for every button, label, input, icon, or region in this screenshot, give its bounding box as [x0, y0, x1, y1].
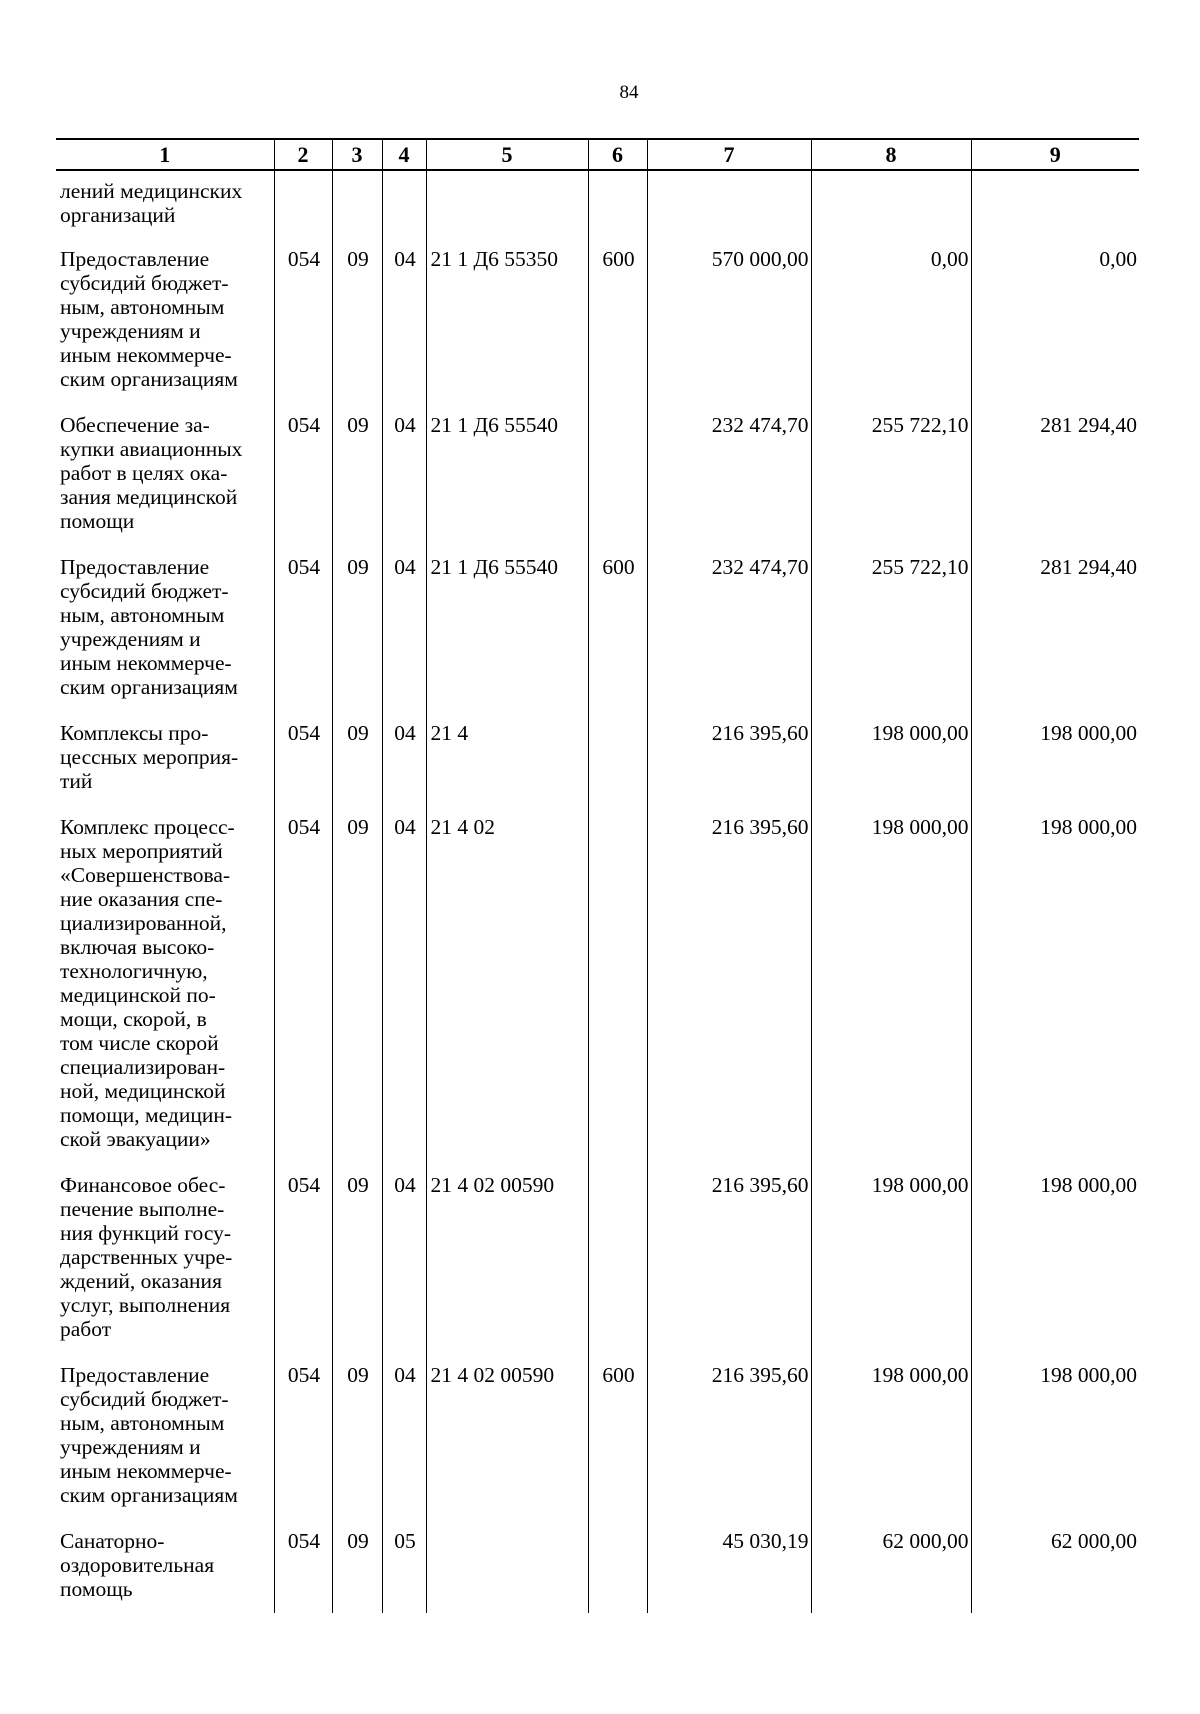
amount-year3-cell: 198 000,00	[971, 1353, 1139, 1519]
expense-type-cell: 600	[588, 545, 647, 711]
header-row	[56, 139, 1139, 170]
expense-type-cell	[588, 403, 647, 545]
amount-year1-cell: 216 395,60	[647, 1163, 811, 1353]
row-name-cell: лений медицинских организаций	[60, 179, 243, 227]
table-row	[56, 1353, 1139, 1519]
table-row	[56, 403, 1139, 545]
amount-year3-cell: 281 294,40	[971, 545, 1139, 711]
target-article-cell	[426, 170, 588, 237]
table-row	[56, 1519, 1139, 1613]
target-article-cell: 21 4 02 00590	[426, 1353, 588, 1519]
subsection-code-cell: 04	[382, 1163, 426, 1353]
amount-year3-cell: 198 000,00	[971, 805, 1139, 1163]
subsection-code-cell: 04	[382, 1353, 426, 1519]
amount-year3-cell: 198 000,00	[971, 1163, 1139, 1353]
amount-year1-cell: 216 395,60	[647, 711, 811, 805]
subsection-code-cell: 04	[382, 237, 426, 403]
ministry-code-cell: 054	[274, 711, 332, 805]
ministry-code-cell: 054	[274, 1519, 332, 1613]
section-code-cell: 09	[332, 805, 382, 1163]
amount-year2-cell: 62 000,00	[811, 1519, 971, 1613]
table-row	[56, 545, 1139, 711]
amount-year2-cell: 255 722,10	[811, 545, 971, 711]
amount-year2-cell: 198 000,00	[811, 1163, 971, 1353]
column-header-9: 9	[971, 139, 1139, 170]
column-header-8: 8	[811, 139, 971, 170]
ministry-code-cell: 054	[274, 545, 332, 711]
amount-year3-cell	[971, 170, 1139, 237]
table-row	[56, 1163, 1139, 1353]
table-row	[56, 711, 1139, 805]
section-code-cell: 09	[332, 711, 382, 805]
row-name-cell: Санаторно- оздоровительная помощь	[60, 1529, 215, 1601]
section-code-cell	[332, 170, 382, 237]
table-row	[56, 237, 1139, 403]
row-name-cell: Комплексы про- цессных мероприя- тий	[60, 721, 239, 793]
amount-year2-cell: 255 722,10	[811, 403, 971, 545]
amount-year1-cell: 232 474,70	[647, 545, 811, 711]
section-code-cell: 09	[332, 1353, 382, 1519]
expense-type-cell	[588, 1519, 647, 1613]
amount-year3-cell: 62 000,00	[971, 1519, 1139, 1613]
column-header-2: 2	[274, 139, 332, 170]
subsection-code-cell: 04	[382, 711, 426, 805]
expense-type-cell	[588, 170, 647, 237]
ministry-code-cell: 054	[274, 1163, 332, 1353]
row-name-cell: Финансовое обес- печение выполне- ния функций госу- дарственных учре- ждений, оказания услуг, выполнения работ	[60, 1173, 233, 1341]
expense-type-cell	[588, 711, 647, 805]
row-name-cell: Обеспечение за- купки авиационных работ в целях ока- зания медицинской помощи	[60, 413, 243, 533]
subsection-code-cell: 05	[382, 1519, 426, 1613]
amount-year1-cell: 216 395,60	[647, 1353, 811, 1519]
section-code-cell: 09	[332, 237, 382, 403]
amount-year3-cell: 0,00	[971, 237, 1139, 403]
column-header-3: 3	[332, 139, 382, 170]
amount-year1-cell: 570 000,00	[647, 237, 811, 403]
amount-year2-cell	[811, 170, 971, 237]
page-number: 84	[619, 82, 639, 103]
amount-year2-cell: 198 000,00	[811, 805, 971, 1163]
expense-type-cell	[588, 805, 647, 1163]
expense-type-cell	[588, 1163, 647, 1353]
ministry-code-cell: 054	[274, 237, 332, 403]
ministry-code-cell	[274, 170, 332, 237]
target-article-cell	[426, 1519, 588, 1613]
amount-year1-cell: 45 030,19	[647, 1519, 811, 1613]
target-article-cell: 21 4 02	[426, 805, 588, 1163]
table-row	[56, 805, 1139, 1163]
target-article-cell: 21 1 Д6 55540	[426, 403, 588, 545]
section-code-cell: 09	[332, 1163, 382, 1353]
section-code-cell: 09	[332, 403, 382, 545]
subsection-code-cell: 04	[382, 805, 426, 1163]
budget-table	[56, 138, 1139, 1613]
table-header	[56, 139, 1139, 170]
row-name-cell: Предоставление субсидий бюджет- ным, автономным учреждениям и иным некоммерче- ским организациям	[60, 247, 238, 391]
target-article-cell: 21 4	[426, 711, 588, 805]
row-name-cell: Предоставление субсидий бюджет- ным, автономным учреждениям и иным некоммерче- ским организациям	[60, 555, 238, 699]
table-row	[56, 170, 1139, 237]
subsection-code-cell: 04	[382, 545, 426, 711]
column-header-1: 1	[56, 139, 274, 170]
section-code-cell: 09	[332, 1519, 382, 1613]
amount-year2-cell: 0,00	[811, 237, 971, 403]
expense-type-cell: 600	[588, 1353, 647, 1519]
row-name-cell: Комплекс процесс- ных мероприятий «Совершенствова- ние оказания спе- циализированной, включая высоко- технологичную, медицинской по- мощи, скорой, в том числе скорой специализирован- ной, медицинской помощи, медицин- ской эвакуации»	[60, 815, 235, 1151]
column-header-7: 7	[647, 139, 811, 170]
subsection-code-cell: 04	[382, 403, 426, 545]
ministry-code-cell: 054	[274, 403, 332, 545]
amount-year2-cell: 198 000,00	[811, 1353, 971, 1519]
expense-type-cell: 600	[588, 237, 647, 403]
ministry-code-cell: 054	[274, 805, 332, 1163]
amount-year1-cell	[647, 170, 811, 237]
amount-year1-cell: 232 474,70	[647, 403, 811, 545]
column-header-5: 5	[426, 139, 588, 170]
amount-year1-cell: 216 395,60	[647, 805, 811, 1163]
target-article-cell: 21 1 Д6 55540	[426, 545, 588, 711]
column-header-4: 4	[382, 139, 426, 170]
amount-year3-cell: 198 000,00	[971, 711, 1139, 805]
column-header-6: 6	[588, 139, 647, 170]
target-article-cell: 21 4 02 00590	[426, 1163, 588, 1353]
ministry-code-cell: 054	[274, 1353, 332, 1519]
section-code-cell: 09	[332, 545, 382, 711]
amount-year3-cell: 281 294,40	[971, 403, 1139, 545]
target-article-cell: 21 1 Д6 55350	[426, 237, 588, 403]
amount-year2-cell: 198 000,00	[811, 711, 971, 805]
table-body	[56, 170, 1139, 1613]
subsection-code-cell	[382, 170, 426, 237]
row-name-cell: Предоставление субсидий бюджет- ным, автономным учреждениям и иным некоммерче- ским организациям	[60, 1363, 238, 1507]
